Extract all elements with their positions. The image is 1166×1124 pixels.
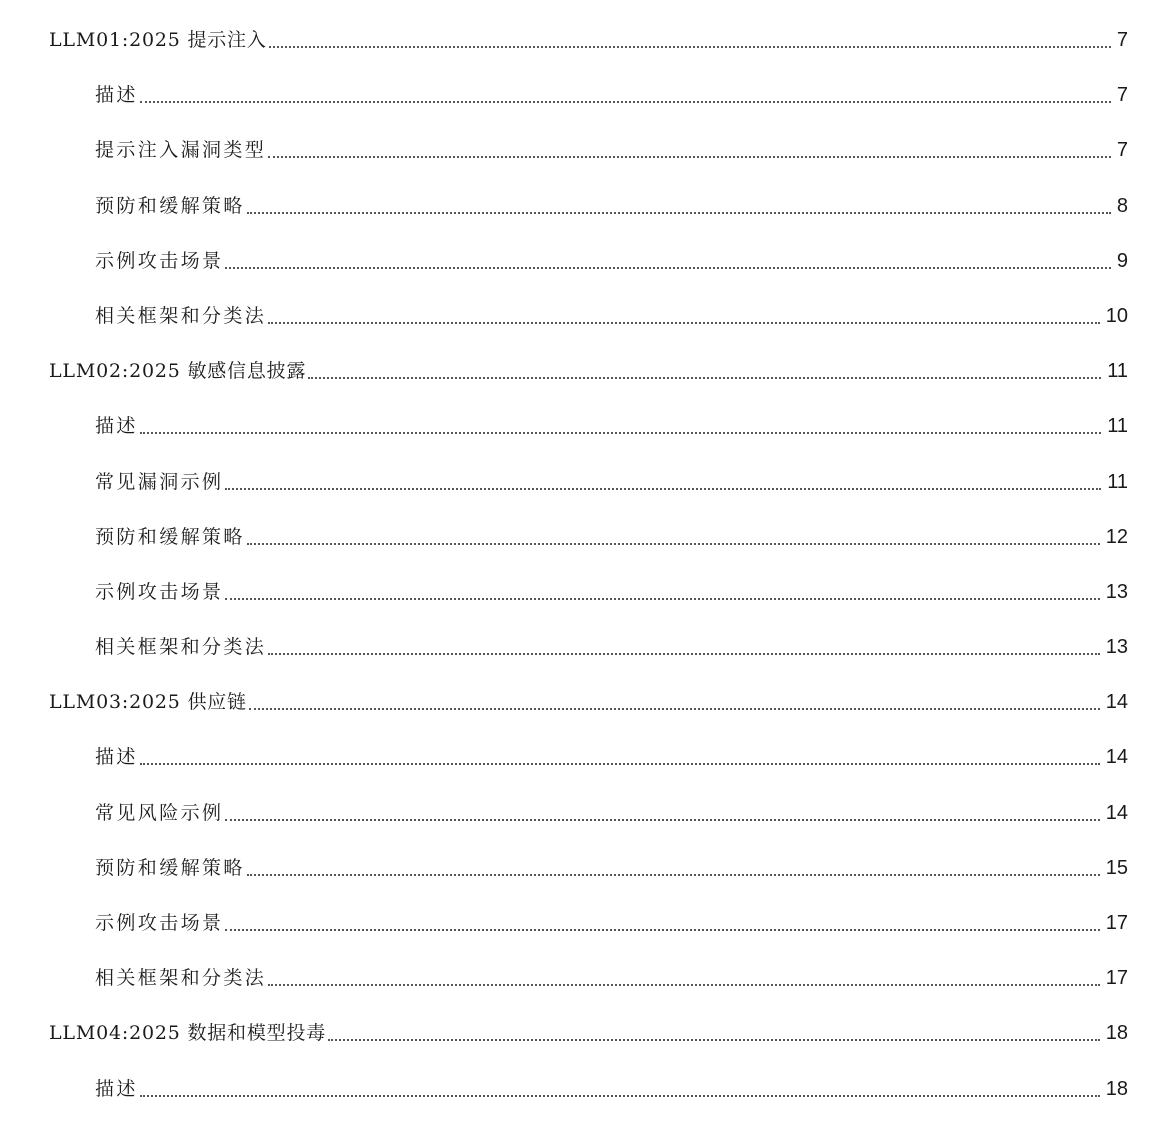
toc-entry-title: 描述 <box>95 1077 138 1100</box>
toc-entry-title: 提示注入漏洞类型 <box>95 139 267 162</box>
dot-leader <box>269 46 1111 48</box>
toc-entry-title: LLM01:2025 提示注入 <box>49 29 267 51</box>
toc-page-number: 18 <box>1105 1022 1128 1045</box>
dot-leader <box>268 984 1100 986</box>
toc-entry[interactable] <box>0 783 1166 838</box>
toc-entry[interactable] <box>0 507 1166 562</box>
dot-leader <box>225 488 1101 490</box>
toc-entry-title: 相关框架和分类法 <box>95 636 267 659</box>
dot-leader <box>328 1039 1100 1041</box>
toc-entry-title: 描述 <box>95 415 138 438</box>
toc-entry-title: 描述 <box>95 84 138 107</box>
toc-page-number: 11 <box>1107 360 1128 383</box>
toc-entry[interactable] <box>0 176 1166 231</box>
toc-entry-title: 常见漏洞示例 <box>95 470 224 493</box>
toc-entry[interactable] <box>0 838 1166 893</box>
dot-leader <box>225 598 1099 600</box>
toc-page-number: 7 <box>1116 139 1128 162</box>
toc-entry-title: 描述 <box>95 746 138 769</box>
toc-page-number: 7 <box>1116 29 1128 51</box>
toc-entry-title: LLM04:2025 数据和模型投毒 <box>49 1022 327 1045</box>
toc-entry-title: 示例攻击场景 <box>95 249 224 272</box>
toc-page-number: 9 <box>1116 249 1128 272</box>
toc-entry[interactable] <box>0 65 1166 120</box>
toc-entry[interactable] <box>0 948 1166 1003</box>
toc-page-number: 14 <box>1105 691 1128 714</box>
toc-entry[interactable] <box>0 231 1166 286</box>
toc-entry[interactable] <box>0 120 1166 175</box>
toc-page-number: 13 <box>1105 580 1128 603</box>
toc-entry-title: 预防和缓解策略 <box>95 525 245 548</box>
dot-leader <box>308 377 1101 379</box>
dot-leader <box>140 1095 1100 1097</box>
toc-entry-title: 示例攻击场景 <box>95 580 224 603</box>
toc-entry-title: 常见风险示例 <box>95 801 224 824</box>
dot-leader <box>225 819 1099 821</box>
toc-page-number: 11 <box>1107 470 1128 493</box>
toc-entry[interactable] <box>0 893 1166 948</box>
toc-entry-title: 相关框架和分类法 <box>95 304 267 327</box>
toc-page-number: 14 <box>1105 801 1128 824</box>
dot-leader <box>247 874 1100 876</box>
toc-entry[interactable] <box>0 341 1166 396</box>
toc-page-number: 14 <box>1105 746 1128 769</box>
toc-page-number: 17 <box>1105 912 1128 934</box>
toc-entry[interactable] <box>0 562 1166 617</box>
toc-entry[interactable] <box>0 396 1166 451</box>
toc-page-number: 7 <box>1116 84 1128 107</box>
dot-leader <box>140 432 1101 434</box>
dot-leader <box>249 708 1100 710</box>
toc-entry-title: LLM03:2025 供应链 <box>49 691 247 714</box>
dot-leader <box>140 101 1111 103</box>
toc-page-number: 10 <box>1105 304 1128 327</box>
toc-entry-title: 相关框架和分类法 <box>95 967 267 990</box>
toc-entry[interactable] <box>0 617 1166 672</box>
dot-leader <box>268 156 1111 158</box>
toc-page-number: 12 <box>1105 525 1128 548</box>
toc-entry-title: LLM02:2025 敏感信息披露 <box>49 360 307 383</box>
toc-entry[interactable] <box>0 452 1166 507</box>
toc-entry[interactable] <box>0 727 1166 782</box>
toc-page-number: 15 <box>1105 856 1128 879</box>
dot-leader <box>247 543 1100 545</box>
dot-leader <box>140 763 1100 765</box>
toc-entry-title: 示例攻击场景 <box>95 912 224 934</box>
dot-leader <box>247 212 1111 214</box>
toc-page-number: 11 <box>1107 415 1128 438</box>
toc-page-number: 17 <box>1105 967 1128 990</box>
dot-leader <box>225 929 1099 931</box>
toc-page-number: 18 <box>1105 1077 1128 1100</box>
dot-leader <box>268 653 1100 655</box>
dot-leader <box>268 322 1100 324</box>
toc-entry[interactable] <box>0 1003 1166 1058</box>
toc-entry-title: 预防和缓解策略 <box>95 194 245 217</box>
dot-leader <box>225 267 1110 269</box>
toc-page-number: 8 <box>1116 194 1128 217</box>
toc-entry[interactable] <box>0 672 1166 727</box>
table-of-contents <box>0 10 1166 1114</box>
toc-entry[interactable] <box>0 286 1166 341</box>
toc-entry[interactable] <box>0 10 1166 65</box>
toc-entry-title: 预防和缓解策略 <box>95 856 245 879</box>
toc-entry[interactable] <box>0 1059 1166 1114</box>
toc-page-number: 13 <box>1105 636 1128 659</box>
